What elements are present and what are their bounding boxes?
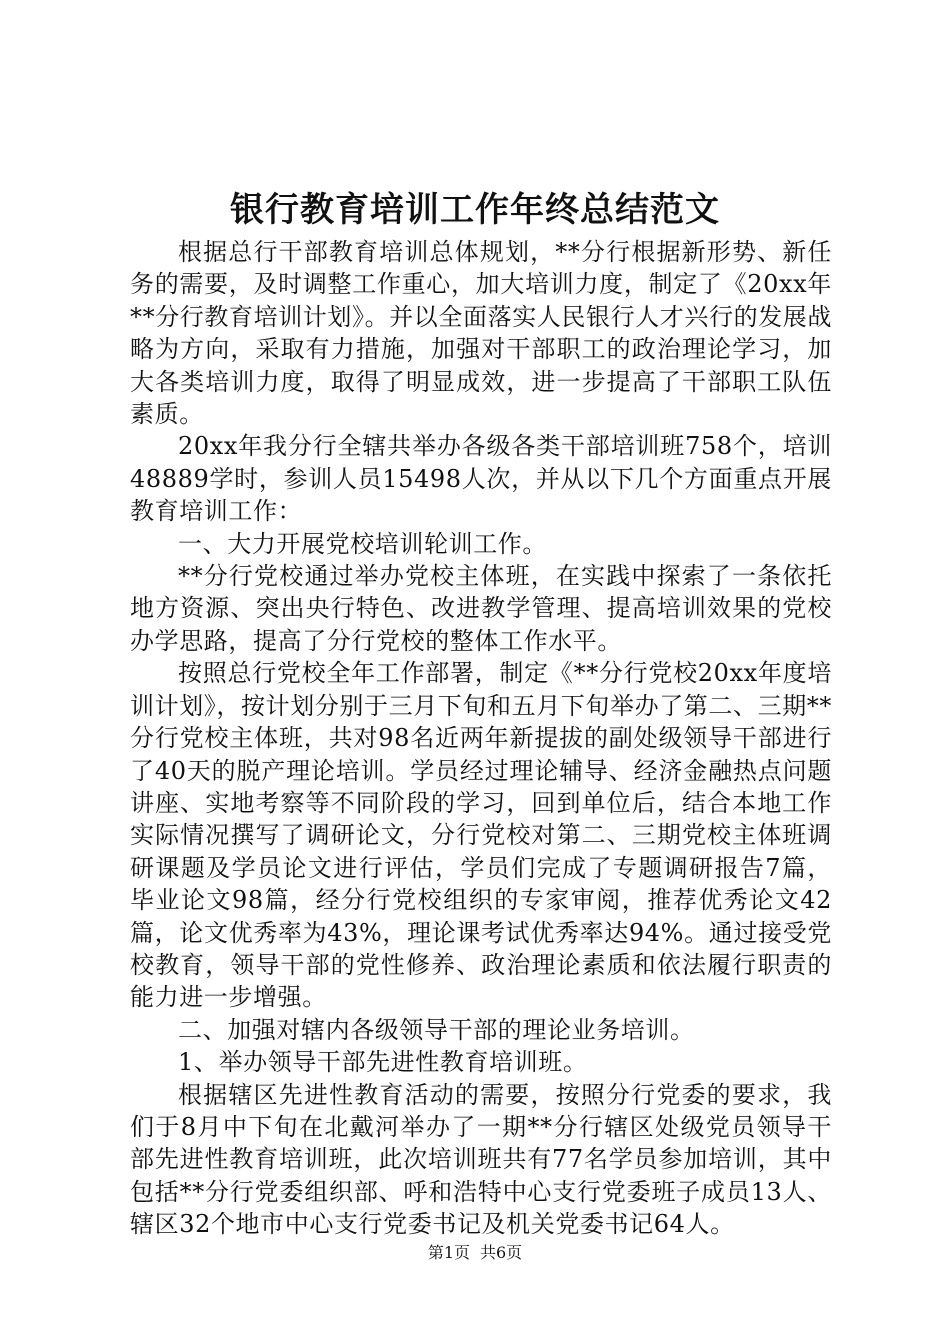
paragraph-summary-stats: 20xx年我分行全辖共举办各级各类干部培训班758个，培训48889学时，参训人员15498人次，并从以下几个方面重点开展教育培训工作： xyxy=(130,432,832,526)
paragraph-party-school-approach: **分行党校通过举办党校主体班，在实践中探索了一条依托地方资源、突出央行特色、改进教学管理、提高培训效果的党校办学思路，提高了分行党校的整体工作水平。 xyxy=(130,562,832,655)
paragraph-intro: 根据总行干部教育培训总体规划，**分行根据新形势、新任务的需要，及时调整工作重心，加大培训力度，制定了《20xx年**分行教育培训计划》。并以全面落实人民银行人才兴行的发展战略为方向，采取有力措施，加强对干部职工的政治理论学习，加大各类培训力度，取得了明显成效，进一步提高了干部职工队伍素质。 xyxy=(130,238,832,429)
page-number: 第1页 xyxy=(427,1243,470,1262)
paragraph-party-school-plan: 按照总行党校全年工作部署，制定《**分行党校20xx年度培训计划》，按计划分别于三月下旬和五月下旬举办了第二、三期**分行党校主体班，共对98名近两年新提拔的副处级领导干部进行了40天的脱产理论培训。学员经过理论辅导、经济金融热点问题讲座、实地考察等不同阶段的学习，回到单位后，结合本地工作实际情况撰写了调研论文，分行党校对第二、三期党校主体班调研课题及学员论文进行评估，学员们完成了专题调研报告7篇，毕业论文98篇，经分行党校组织的专家审阅，推荐优秀论文42篇，论文优秀率为43%，理论课考试优秀率达94%。通过接受党校教育，领导干部的党性修养、政治理论素质和依法履行职责的能力进一步增强。 xyxy=(130,659,832,1012)
section-heading-leader-training: 二、加强对辖内各级领导干部的理论业务培训。 xyxy=(178,1015,695,1044)
subsection-heading-advanced-education: 1、举办领导干部先进性教育培训班。 xyxy=(178,1048,588,1077)
document-body xyxy=(130,236,832,1241)
page-total: 共6页 xyxy=(480,1243,523,1262)
page-footer xyxy=(0,1243,950,1263)
paragraph-advanced-education: 根据辖区先进性教育活动的需要，按照分行党委的要求，我们于8月中下旬在北戴河举办了一期**分行辖区处级党员领导干部先进性教育培训班，此次培训班共有77名学员参加培训，其中包括**分行党委组织部、呼和浩特中心支行党委班子成员13人、辖区32个地市中心支行党委书记及机关党委书记64人。 xyxy=(130,1080,832,1239)
section-heading-party-school: 一、大力开展党校培训轮训工作。 xyxy=(178,529,547,558)
document-title: 银行教育培训工作年终总结范文 xyxy=(230,190,720,230)
